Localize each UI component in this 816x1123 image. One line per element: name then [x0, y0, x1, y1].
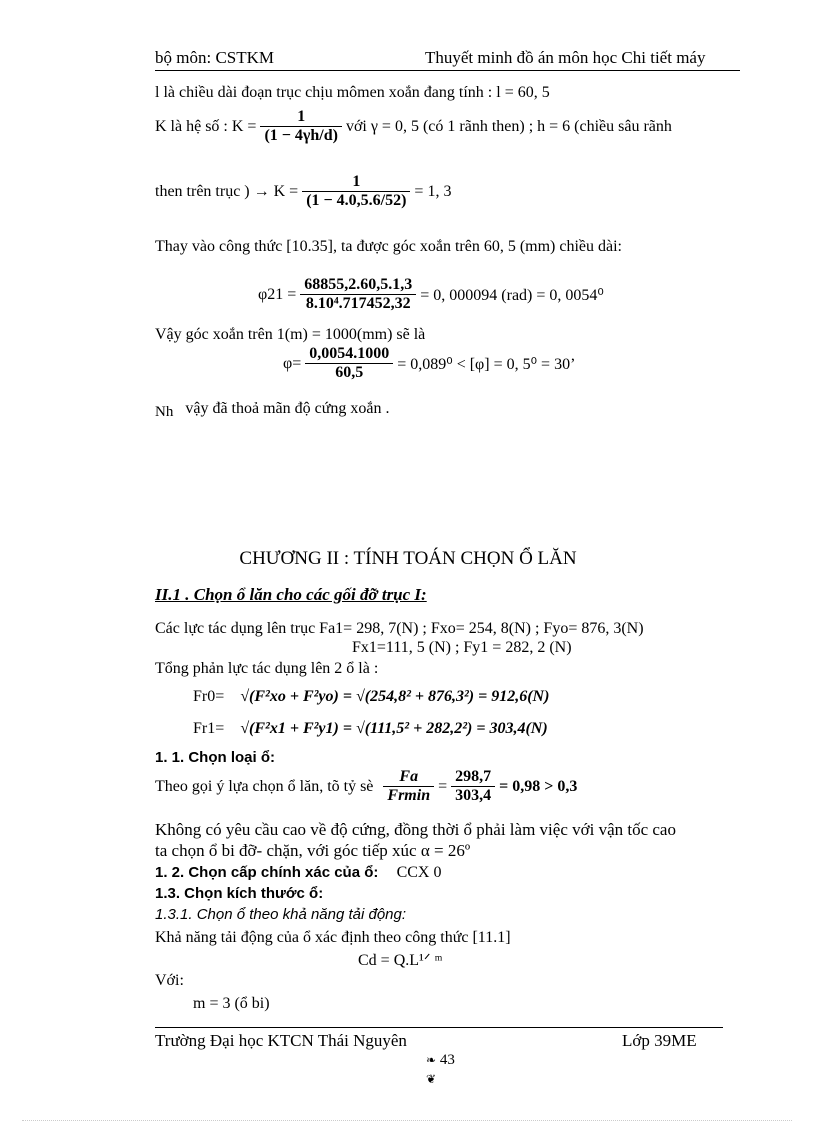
then-formula — [155, 173, 451, 210]
heading-1-1: 1. 1. Chọn loại ổ: — [155, 749, 276, 766]
nh-word: Nh — [155, 404, 174, 420]
header-left: bộ môn: CSTKM — [155, 48, 275, 67]
forces-line1: Các lực tác dụng lên trục Fa1= 298, 7(N) ; Fxo= 254, 8(N) ; Fyo= 876, 3(N) — [155, 620, 644, 637]
text-vay: Vậy góc xoắn trên 1(m) = 1000(mm) sẽ là — [155, 326, 426, 343]
phi21-den: 8.10⁴.717452,32 — [305, 295, 411, 312]
then-suffix: = 1, 3 — [414, 182, 452, 200]
fr1-formula — [193, 720, 548, 738]
k-den: (1 − 4γh/d) — [264, 127, 338, 144]
ratio-frac-1 — [383, 768, 434, 805]
phi-suffix: = 0,089⁰ < [φ] = 0, 5⁰ = 30’ — [397, 355, 576, 373]
k-formula — [155, 108, 672, 145]
phi21-prefix: φ21 = — [258, 285, 297, 303]
phi21-suffix: = 0, 000094 (rad) = 0, 0054⁰ — [420, 286, 604, 304]
ratio-formula: Theo gọi ý lựa chọn ổ lăn, tõ tỷ sè $\frac{Fa}{Frmin}$ = $\frac{298,7}{303,4}$ = 0,98 > 0,3 — [155, 768, 578, 804]
forces-line2: Fx1=111, 5 (N) ; Fy1 = 282, 2 (N) — [352, 639, 572, 656]
k-num: 1 — [260, 108, 342, 127]
k-prefix: K là hệ số : K = — [155, 117, 257, 135]
ratio-num1: Fa — [383, 768, 434, 787]
ornament-top-icon: ❧ — [426, 1053, 437, 1067]
header-right: Thuyết minh đồ án môn học Chi tiết máy — [425, 48, 706, 67]
fr1-label: Fr1= — [193, 720, 225, 737]
heading-1-3-1: 1.3.1. Chọn ổ theo khả năng tải động: — [155, 906, 407, 923]
fr0-formula — [193, 688, 549, 706]
text-voi: Với: — [155, 972, 184, 989]
then-num: 1 — [302, 173, 410, 192]
page-edge — [22, 1120, 792, 1121]
text-l: l là chiều dài đoạn trục chịu mômen xoắn đang tính : l = 60, 5 — [155, 84, 550, 101]
text-nh — [155, 400, 390, 418]
ratio-suffix: = 0,98 > 0,3 — [499, 777, 578, 795]
then-prefix: then trên trục ) → K = — [155, 182, 299, 200]
fr0-label: Fr0= — [193, 688, 225, 705]
ratio-num2: 298,7 — [451, 768, 495, 787]
phi-prefix: φ= — [283, 354, 302, 372]
phi-formula — [283, 345, 575, 382]
ornament-bottom-icon: ❦ — [426, 1072, 437, 1086]
phi-num: 0,0054.1000 — [305, 345, 393, 364]
phi21-num: 68855,2.60,5.1,3 — [300, 276, 416, 295]
page-number — [426, 1052, 455, 1069]
phi21-formula — [258, 276, 604, 313]
fr0-expr: √(F²xo + F²yo) = √(254,8² + 876,3²) = 912,6(N) — [240, 688, 550, 705]
heading-1-2-value: CCX 0 — [396, 864, 442, 881]
then-fraction — [302, 173, 410, 210]
heading-1-2 — [155, 864, 441, 882]
text-kha: Khả năng tải động của ổ xác định theo công thức [11.1] — [155, 929, 511, 946]
ratio-prefix: Theo gọi ý lựa chọn ổ lăn, tõ tỷ sè — [155, 777, 374, 795]
footer-right: Lớp 39ME — [622, 1031, 697, 1050]
phi-fraction — [305, 345, 393, 382]
ratio-frac-2 — [451, 768, 495, 805]
footer-divider — [155, 1027, 723, 1028]
heading-1-2-label: 1. 2. Chọn cấp chính xác của ổ: — [155, 864, 379, 881]
footer-left: Trường Đại học KTCN Thái Nguyên — [155, 1031, 407, 1050]
cd-formula: Cd = Q.L¹ᐟ ᵐ — [358, 952, 443, 969]
chapter-title: CHƯƠNG II : TÍNH TOÁN CHỌN Ổ LĂN — [239, 548, 577, 569]
nh-rest: vậy đã thoả mãn độ cứng xoắn . — [185, 400, 390, 417]
then-den: (1 − 4.0,5.6/52) — [306, 192, 407, 209]
text-m: m = 3 (ổ bi) — [193, 995, 270, 1012]
text-khong-1: Không có yêu cầu cao về độ cứng, đồng thời ổ phải làm việc với vận tốc cao — [155, 820, 676, 839]
phi21-fraction — [300, 276, 416, 313]
ratio-den2: 303,4 — [455, 787, 492, 804]
phi-den: 60,5 — [335, 364, 364, 381]
text-khong-2: ta chọn ổ bi đỡ- chặn, với góc tiếp xúc α = 26º — [155, 841, 471, 860]
fr1-expr: √(F²x1 + F²y1) = √(111,5² + 282,2²) = 303,4(N) — [240, 720, 548, 737]
ratio-den1: Frmin — [387, 787, 431, 804]
text-thay: Thay vào công thức [10.35], ta được góc xoắn trên 60, 5 (mm) chiều dài: — [155, 238, 622, 255]
k-suffix: với γ = 0, 5 (có 1 rãnh then) ; h = 6 (chiều sâu rãnh — [345, 117, 672, 135]
page-number-text: 43 — [439, 1052, 455, 1068]
text-tong: Tổng phản lực tác dụng lên 2 ổ là : — [155, 660, 379, 677]
section-title: II.1 . Chọn ổ lăn cho các gối đỡ trục I: — [155, 585, 427, 604]
header-divider — [155, 70, 740, 71]
heading-1-3: 1.3. Chọn kích thước ổ: — [155, 885, 324, 902]
k-fraction — [260, 108, 342, 145]
